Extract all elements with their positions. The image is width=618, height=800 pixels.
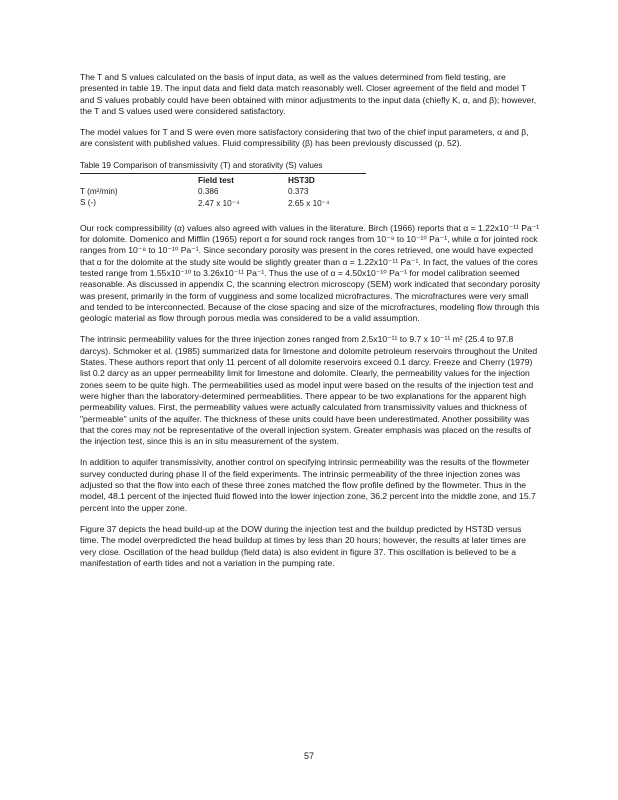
header-hst3d: HST3D: [288, 175, 315, 185]
row-label-s: S (-): [80, 197, 96, 207]
table-header-row: [80, 176, 366, 187]
comparison-table: [80, 176, 366, 209]
table-top-rule: [80, 173, 366, 174]
table-row: [80, 198, 366, 209]
header-blank: [80, 176, 198, 187]
paragraph-figure-37: Figure 37 depicts the head build-up at the DOW during the injection test and the buildup predicted by HST3D versus time. The model overpredicted the head buildup at times by less than 20 hours; however, the results at later times are very close. Oscillation of the head buildup (field data) is also evident in figure 37. This oscillation is believed to be a manifestation of earth tides and not a variation in the pumping rate.: [80, 523, 527, 568]
paragraph-intrinsic-permeability: The intrinsic permeability values for the three injection zones ranged from 2.5x10⁻¹¹ to 9.7 x 10⁻¹¹ m² (25.4 to 97.8 darcys). Schmoker et al. (1985) summarized data for limestone and dolomite petroleum reservoirs throughout the United States. These authors report that only 11 percent of all dolomite reservoirs exceed 0.1 darcy. Freeze and Cherry (1979) list 0.2 darcy as an upper permeability limit for limestone and dolomite. Clearly, the permeability values for the injection zones seem to be quite high. The permeabilities used as model input were based on the results of the injection test and were higher than the laboratory-determined permeabilities. There appear to be two explanations for the apparent high permeability values. First, the permeability values were actually calculated from transmissivity values and thickness of "permeable" units of the aquifer. The thickness of these units could have been underestimated. Another possibility was that the cores may not be representative of the overall injection system. Greater emphasis was placed on the results of the injection test, since this is an in situ measurement of the system.: [80, 334, 538, 447]
paragraph-model-values: The model values for T and S were even more satisfactory considering that two of the chief input parameters, α and β, are consistent with published values. Fluid compressibility (β) has been previously discussed (p. 52).: [80, 127, 529, 149]
document-page: [80, 72, 542, 579]
header-field-test: Field test: [198, 175, 234, 185]
paragraph-t-s-values: The T and S values calculated on the basis of input data, as well as the values determined from field testing, are presented in table 19. The input data and field data match reasonably well. Closer agreement of the field and model T and S values probably could have been obtained with minor adjustments to the input data (chiefly K, α, and β); however, the T and S values used were considered satisfactory.: [80, 72, 537, 116]
paragraph-flowmeter: In addition to aquifer transmissivity, another control on specifying intrinsic permeability was the results of the flowmeter survey conducted during phase II of the field experiments. The intrinsic permeability of the three injection zones was adjusted so that the flow into each of these three zones matched the flow profile defined by the flowmeter. Thus in the model, 48.1 percent of the injected fluid flowed into the lower injection zone, 36.2 percent into the middle zone, and 15.7 percent into the upper zone.: [80, 457, 536, 513]
table-19: [80, 160, 542, 209]
table-caption: Table 19 Comparison of transmissivity (T) and storativity (S) values: [80, 160, 323, 170]
t-field-value: 0.386: [198, 186, 219, 196]
page-number: 57: [303, 751, 314, 761]
row-label-t: T (m²/min): [80, 186, 118, 196]
s-model-value: 2.65 x 10⁻⁴: [288, 198, 330, 208]
t-model-value: 0.373: [288, 186, 309, 196]
s-field-value: 2.47 x 10⁻⁴: [198, 198, 240, 208]
paragraph-rock-compressibility: Our rock compressibility (α) values also agreed with values in the literature. Birch (1966) reports that α = 1.22x10⁻¹¹ Pa⁻¹ for dolomite. Domenico and Mifflin (1965) report α for sound rock ranges from 10⁻⁹ to 10⁻¹⁰ Pa⁻¹, while α for jointed rock ranges from 10⁻⁸ to 10⁻¹⁰ Pa⁻¹. Since secondary porosity was present in the cores retrieved, one would have expected that α for the dolomite at the study site would be slightly greater than α = 1.22x10⁻¹¹ Pa⁻¹. In fact, the values of the cores tested range from 1.55x10⁻¹⁰ to 3.26x10⁻¹¹ Pa⁻¹. Thus the use of α = 4.50x10⁻¹⁰ Pa⁻¹ for model calibration seemed reasonable. As discussed in appendix C, the scanning electron microscopy (SEM) work indicated that secondary porosity was present, primarily in the form of vugginess and some localized microfractures. The microfractures were very small and tended to be interconnected. Because of the close spacing and size of the microfractures, modeling flow through this geologic material as flow through porous media was considered to be a valid assumption.: [80, 222, 541, 324]
table-row: [80, 187, 366, 198]
